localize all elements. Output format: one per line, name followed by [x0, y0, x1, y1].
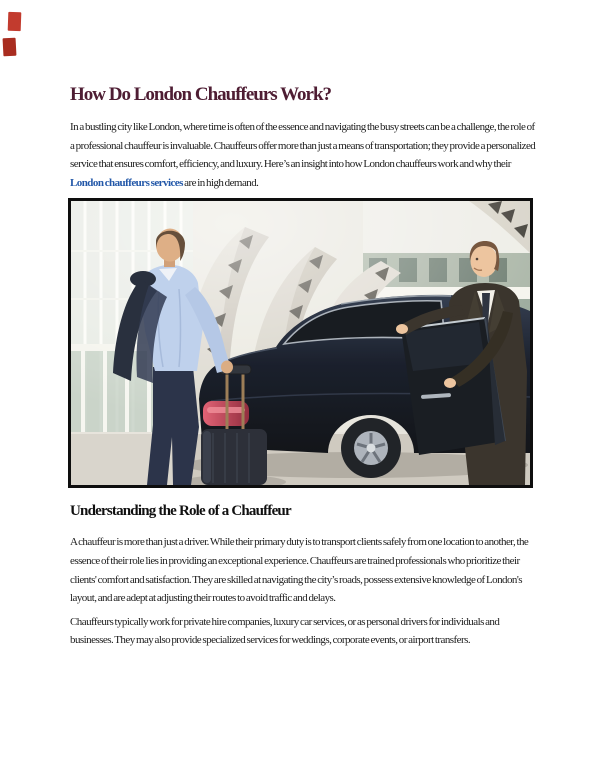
red-corner-mark: [8, 12, 22, 31]
warm-tone-overlay: [71, 201, 530, 485]
article-photo: [68, 198, 533, 488]
intro-text-before: In a bustling city like London, where time is often of the essence and navigating the busy streets can be a challenge, the role of a professional chauffeur is invaluable. Chauffeurs offer more than just a means of transportation; they provide a personalized service that ensures comfort, efficiency, and luxury. Here’s an insight into how London chauffeurs work and why their: [70, 121, 536, 171]
role-paragraph: A chauffeur is more than just a driver. While their primary duty is to transport clients safely from one location to another, the essence of their role lies in providing an exceptional experience. Chauffeurs are trained professionals who prioritize their clients' comfort and satisfaction. They are skilled at navigating the city’s roads, possess extensive knowledge of London's layout, and are adept at adjusting their routes to avoid traffic and delays.: [70, 536, 529, 605]
london-chauffeurs-services-link[interactable]: London chauffeurs services: [70, 176, 183, 189]
section-heading: Understanding the Role of a Chauffeur: [70, 503, 291, 520]
intro-text-after: are in high demand.: [182, 176, 259, 189]
chauffeur-scene-illustration: [71, 201, 530, 485]
page-title: How Do London Chauffeurs Work?: [70, 84, 332, 105]
intro-paragraph: [70, 118, 536, 192]
red-corner-mark: [3, 38, 17, 57]
article-body: [70, 0, 536, 655]
work-paragraph: Chauffeurs typically work for private hire companies, luxury car services, or as personal drivers for individuals and businesses. They may also provide specialized services for weddings, corporate events, or airport transfers.: [70, 615, 500, 647]
